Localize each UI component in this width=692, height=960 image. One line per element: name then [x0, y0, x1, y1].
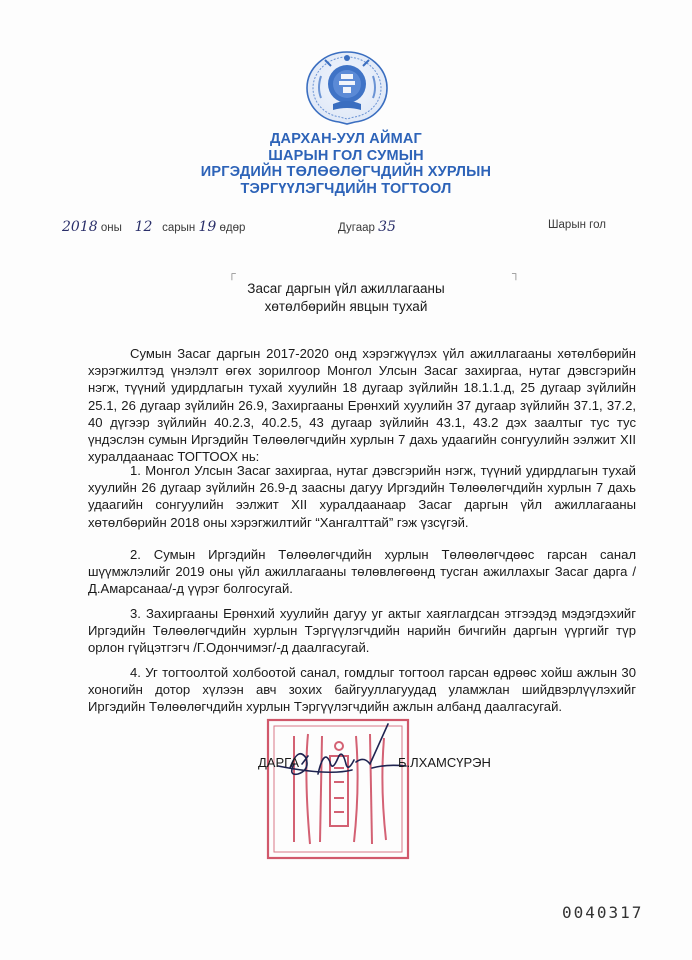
item-2-text: 2. Сумын Иргэдийн Төлөөлөгчдийн хурлын Төлөөлөгчдөөс гарсан санал шүүмжлэлийг 2019 оны үйл ажиллагааны төлөвлөгөөнд тусган ажиллахыг Засаг дарга /Д.Амарсанаа/-д үүрэг болгосугай.: [88, 547, 636, 597]
resolution-item-2: [88, 546, 636, 598]
preamble-paragraph: [88, 345, 636, 465]
subject-bracket-right: ┐: [512, 268, 520, 280]
month-handwritten: 12: [134, 219, 153, 235]
resolution-subject: [0, 280, 692, 316]
document-serial-number: 0040317: [562, 903, 644, 922]
number-label: Дугаар: [338, 222, 375, 234]
item-4-text: 4. Уг тогтоолтой холбоотой санал, гомдлыг тогтоол гарсан өдрөөс хойш ажлын 30 хоногийн дотор хүлээн авч зохих байгууллагуудад уламжлан шийдвэрлүүлэхийг Иргэдийн Төлөөлөгчдийн хурлын Тэргүүлэгчдийн ажлын албанд даалгасугай.: [88, 665, 636, 715]
resolution-item-3: [88, 605, 636, 657]
signatory-name: Б.ЛХАМСҮРЭН: [398, 755, 491, 770]
state-emblem-icon: [303, 48, 391, 126]
item-3-text: 3. Захиргааны Ерөнхий хуулийн дагуу уг актыг хаяглагдсан этгээдэд мэдэгдэхийг Иргэдийн Төлөөлөгчдийн хурлын Тэргүүлэгчдийн нарийн бичгийн даргын үүргийг түр орлон гүйцэтгэгч /Г.Одончимэг/-д даалгасугай.: [88, 606, 636, 656]
resolution-item-4: [88, 664, 636, 716]
year-label: оны: [100, 222, 122, 234]
header-province: ДАРХАН-УУЛ АЙМАГ: [270, 131, 422, 147]
subject-line-2: хөтөлбөрийн явцын тухай: [264, 299, 428, 314]
place-label: Шарын гол: [548, 219, 606, 231]
subject-line-1: Засаг даргын үйл ажиллагааны: [247, 281, 445, 296]
number-field: [338, 219, 396, 235]
day-label: өдөр: [219, 222, 246, 234]
header-district: ШАРЫН ГОЛ СУМЫН: [268, 148, 424, 164]
header-resolution-title: ТЭРГҮҮЛЭГЧДИЙН ТОГТООЛ: [240, 181, 452, 197]
preamble-text: Сумын Засаг даргын 2017-2020 онд хэрэгжүүлэх үйл ажиллагааны хөтөлбөрийн хэрэгжилтэд үнэлэлт өгөх зорилгоор Монгол Улсын Засаг захиргаа, нутаг дэвсгэрийн нэгж, түүний удирдлагын тухай хуулийн 18 дугаар зүйлийн 18.1.1.д, 25 дугаар зүйлийн 25.1, 26 дугаар зүйлийн 26.9, Захиргааны Ерөнхий хуулийн 37 дугаар зүйлийн 37.1, 37.2, 40 дүгээр зүйлийн 40.2.3, 40.2.5, 43 дугаар зүйлийн 43.1, 43.2 дэх заалтыг тус тус үндэслэн сумын Иргэдийн Төлөөлөгчдийн хурлын 7 дахь удаагийн сонгуулийн ээлжит XII хуралдаанаас ТОГТООХ нь:: [88, 346, 636, 465]
day-handwritten: 19: [198, 219, 217, 235]
header-council: ИРГЭДИЙН ТӨЛӨӨЛӨГЧДИЙН ХУРЛЫН: [200, 164, 492, 180]
signatory-title: ДАРГА: [258, 755, 299, 770]
date-field: [62, 219, 245, 235]
resolution-item-1: [88, 462, 636, 531]
subject-bracket-left: ┌: [228, 268, 236, 280]
month-label: сарын: [162, 222, 196, 234]
year-handwritten: 2018: [62, 219, 98, 235]
number-handwritten: 35: [378, 219, 396, 235]
item-1-text: 1. Монгол Улсын Засаг захиргаа, нутаг дэвсгэрийн нэгж, түүний удирдлагын тухай хуулийн 26 дугаар зүйлийн 26.9-д заасны дагуу Иргэдийн Төлөөлөгчдийн хурлын 7 дахь удаагийн сонгуулийн ээлжит XII хуралдаанаар Засаг даргын үйл ажиллагааны хөтөлбөрийн 2018 оны хэрэгжилтийг “Хангалттай” гэж үзсүгэй.: [88, 463, 636, 530]
